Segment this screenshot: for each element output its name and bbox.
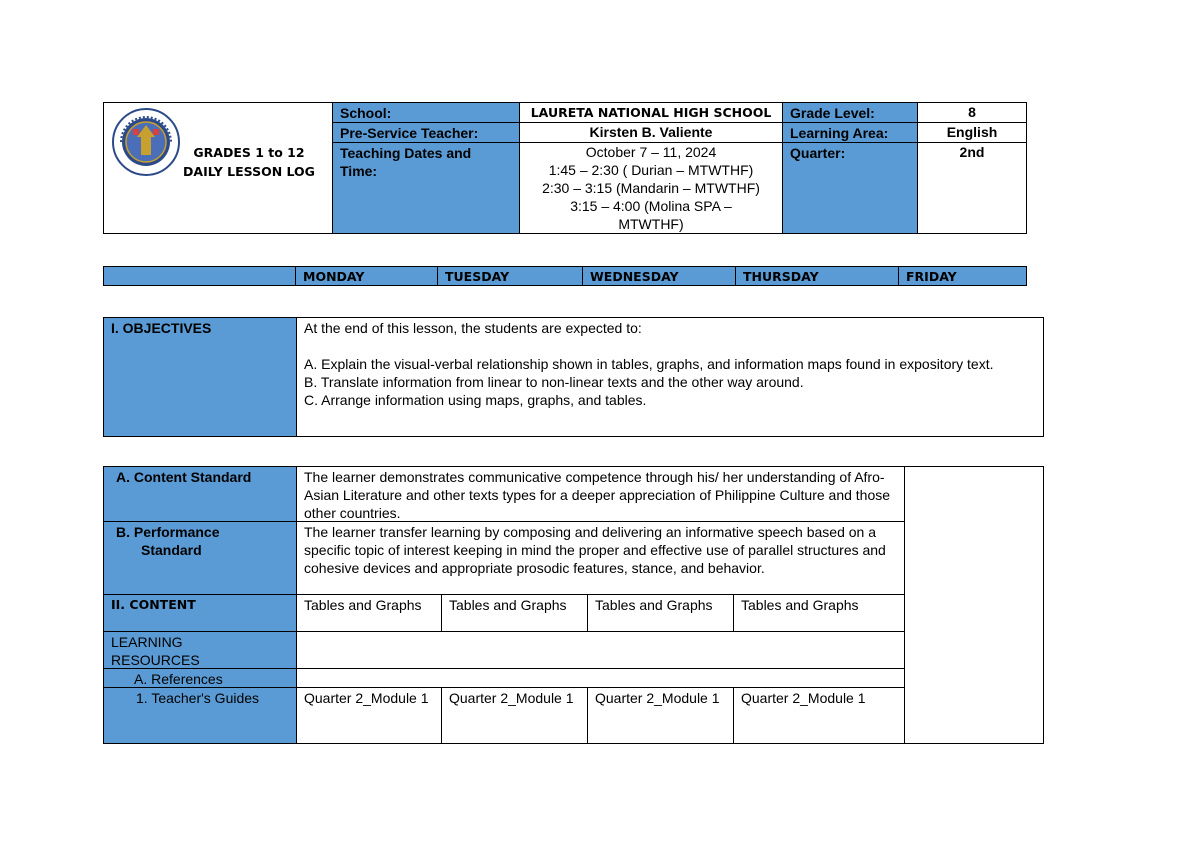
- logo-title-cell: [103, 102, 333, 234]
- learning-resources-label: LEARNING RESOURCES: [103, 631, 297, 669]
- teachers-guide-monday: Quarter 2_Module 1: [296, 687, 442, 744]
- learning-resources-value: [296, 631, 905, 669]
- log-title-line2: DAILY LESSON LOG: [183, 164, 315, 179]
- performance-standard-label-line2: Standard: [141, 542, 202, 558]
- performance-standard-text: The learner transfer learning by composing and delivering an informative speech based on a specific topic of interest keeping in mind the proper and effective use of parallel structures and cohesive devices and appropriate prosodic features, stance, and behavior.: [296, 521, 905, 595]
- content-cell-monday: Tables and Graphs: [296, 594, 442, 632]
- dates-line: 1:45 – 2:30 ( Durian – MTWTHF): [548, 162, 754, 178]
- log-title-line1: GRADES 1 to 12: [193, 145, 305, 160]
- content-cell-thursday: Tables and Graphs: [733, 594, 905, 632]
- day-tuesday: TUESDAY: [437, 266, 583, 286]
- school-label: School:: [332, 102, 520, 123]
- content-cell-tuesday: Tables and Graphs: [441, 594, 588, 632]
- dates-label: Teaching Dates and Time:: [332, 142, 520, 234]
- dates-line: MTWTHF): [618, 216, 684, 232]
- dates-line: 2:30 – 3:15 (Mandarin – MTWTHF): [542, 180, 760, 196]
- content-standard-text: The learner demonstrates communicative competence through his/ her understanding of Afro-Asian Literature and other texts types for a deeper appreciation of Philippine Culture and those other countries.: [296, 466, 905, 522]
- quarter-label: Quarter:: [782, 142, 918, 234]
- objectives-content: [296, 317, 1044, 437]
- dates-value: [519, 142, 783, 234]
- performance-standard-label: [103, 521, 297, 595]
- references-value: [296, 668, 905, 688]
- teachers-guide-tuesday: Quarter 2_Module 1: [441, 687, 588, 744]
- lesson-table: [103, 466, 1044, 744]
- teachers-guides-label: 1. Teacher's Guides: [103, 687, 297, 744]
- grade-value: 8: [917, 102, 1027, 123]
- days-row: [103, 266, 1027, 286]
- day-thursday: THURSDAY: [735, 266, 899, 286]
- deped-seal-logo: [111, 107, 181, 177]
- quarter-value: 2nd: [917, 142, 1027, 234]
- teacher-label: Pre-Service Teacher:: [332, 122, 520, 143]
- objective-item: A. Explain the visual-verbal relationship shown in tables, graphs, and information maps found in expository text.: [304, 356, 994, 372]
- references-label: A. References: [103, 668, 297, 688]
- content-cell-wednesday: Tables and Graphs: [587, 594, 734, 632]
- school-value: LAURETA NATIONAL HIGH SCHOOL: [519, 102, 783, 123]
- content-standard-label: A. Content Standard: [103, 466, 297, 522]
- dates-line: October 7 – 11, 2024: [585, 144, 717, 160]
- teachers-guide-thursday: Quarter 2_Module 1: [733, 687, 905, 744]
- grade-label: Grade Level:: [782, 102, 918, 123]
- objectives-intro: At the end of this lesson, the students are expected to:: [304, 320, 642, 336]
- day-friday: FRIDAY: [898, 266, 1027, 286]
- day-monday: MONDAY: [295, 266, 438, 286]
- area-value: English: [917, 122, 1027, 143]
- teacher-value: Kirsten B. Valiente: [519, 122, 783, 143]
- objective-item: B. Translate information from linear to non-linear texts and the other way around.: [304, 374, 804, 390]
- days-row-spacer: [103, 266, 296, 286]
- area-label: Learning Area:: [782, 122, 918, 143]
- dates-line: 3:15 – 4:00 (Molina SPA –: [570, 198, 732, 214]
- friday-column: [904, 466, 1044, 744]
- objective-item: C. Arrange information using maps, graphs, and tables.: [304, 392, 647, 408]
- objectives-table: [103, 317, 1044, 437]
- objectives-label: I. OBJECTIVES: [103, 317, 297, 437]
- header-table: [103, 102, 1027, 234]
- performance-standard-label-line1: B. Performance: [116, 524, 220, 540]
- day-wednesday: WEDNESDAY: [582, 266, 736, 286]
- content-label: II. CONTENT: [103, 594, 297, 632]
- teachers-guide-wednesday: Quarter 2_Module 1: [587, 687, 734, 744]
